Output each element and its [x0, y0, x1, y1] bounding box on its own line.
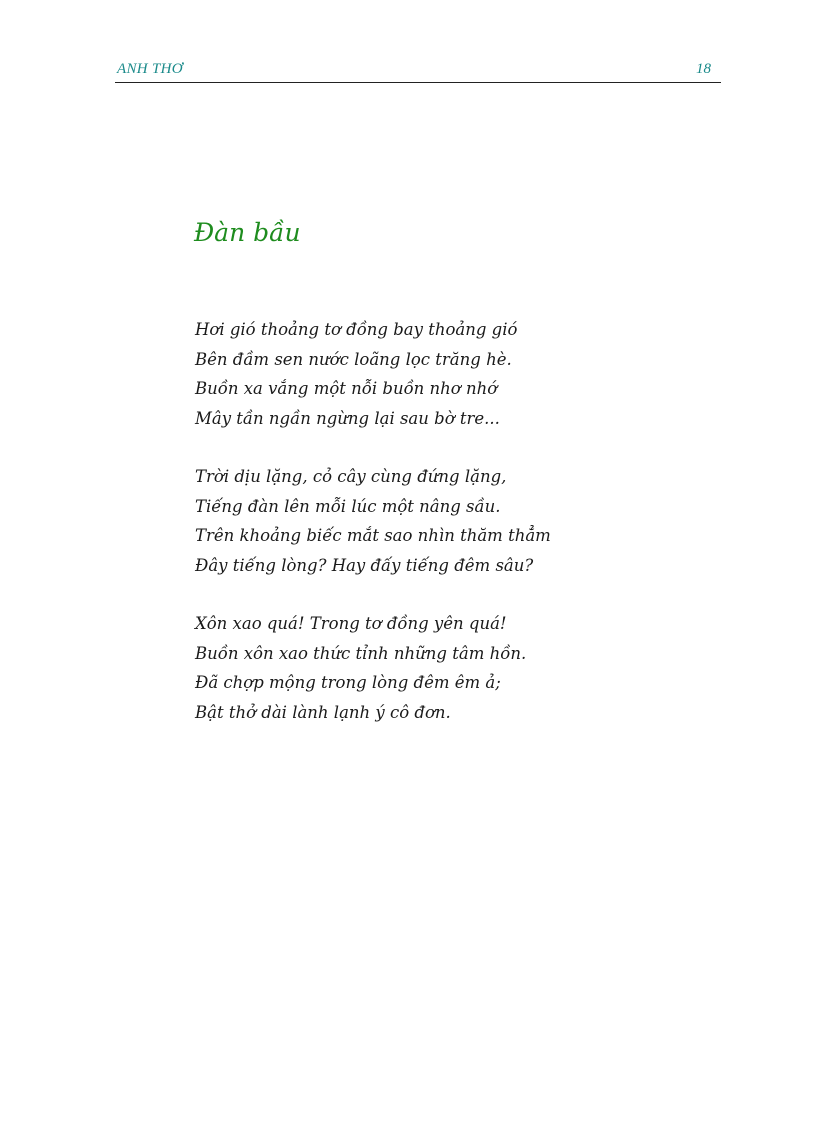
poem-line: Đây tiếng lòng? Hay đấy tiếng đêm sâu?: [195, 555, 534, 575]
poem-line: Tiếng đàn lên mỗi lúc một nâng sầu.: [195, 496, 501, 516]
page-number: 18: [696, 61, 711, 77]
poem-title: Đàn bầu: [194, 218, 301, 247]
poem-body: [195, 315, 715, 756]
stanza-2: [195, 462, 715, 580]
poem-line: Bật thở dài lành lạnh ý cô đơn.: [195, 702, 451, 722]
poem-line: Xôn xao quá! Trong tơ đồng yên quá!: [195, 614, 507, 633]
poem-line: Trên khoảng biếc mắt sao nhìn thăm thẳm: [195, 526, 551, 545]
poem-line: Mây tần ngần ngừng lại sau bờ tre...: [195, 408, 500, 428]
stanza-3: [195, 609, 715, 727]
stanza-1: [195, 315, 715, 433]
poem-line: Bên đầm sen nước loãng lọc trăng hè.: [195, 349, 512, 369]
poem-line: Trời dịu lặng, cỏ cây cùng đứng lặng,: [195, 467, 507, 486]
poem-line: Buồn xôn xao thức tỉnh những tâm hồn.: [195, 643, 527, 663]
poem-line: Buồn xa vắng một nỗi buồn nhơ nhớ: [195, 379, 498, 398]
poem-line: Đã chợp mộng trong lòng đêm êm ả;: [195, 673, 501, 692]
page-header: [115, 60, 721, 83]
poem-line: Hơi gió thoảng tơ đồng bay thoảng gió: [195, 320, 518, 339]
header-author: ANH THƠ: [117, 61, 183, 77]
